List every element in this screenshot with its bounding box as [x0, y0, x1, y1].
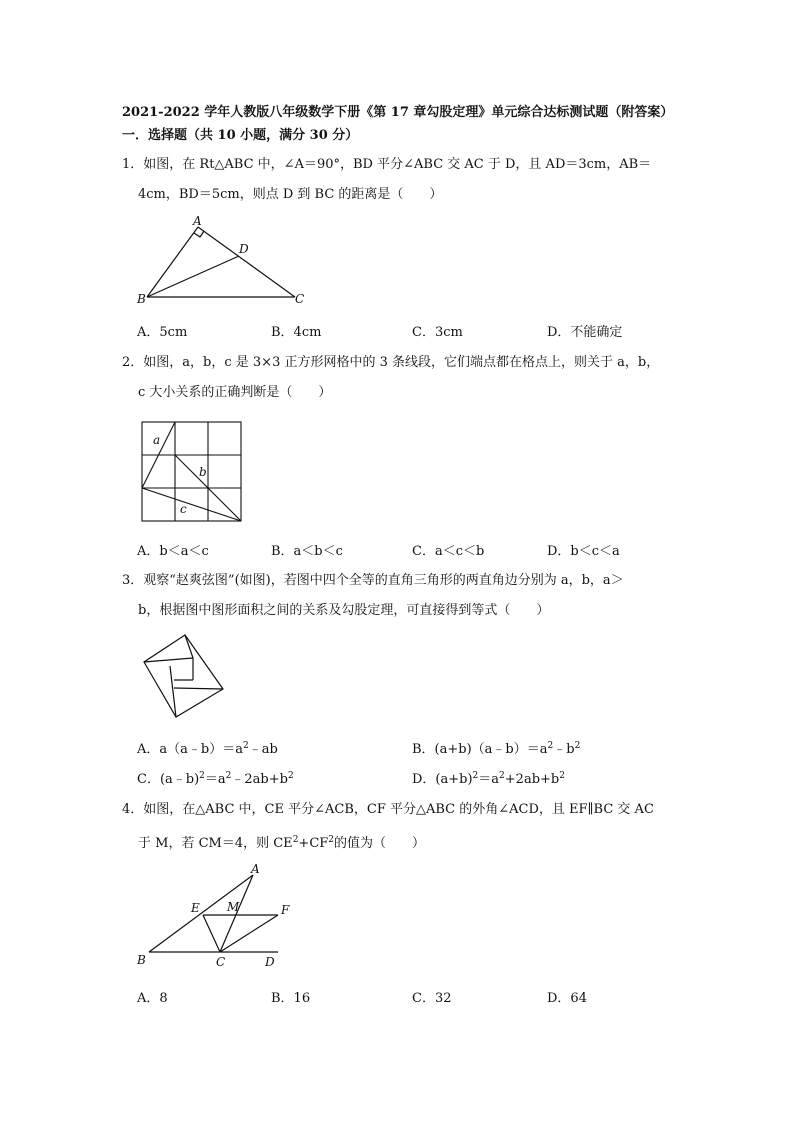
question-3-option-b[interactable]: [412, 738, 580, 757]
right-angle-mark: [194, 231, 204, 237]
question-2-figure: [140, 420, 246, 524]
question-4-text-part: +CF: [298, 836, 329, 851]
question-3-figure: [140, 632, 226, 720]
question-3-option-c[interactable]: [137, 768, 294, 787]
option-c-exponent: 2: [199, 771, 205, 781]
option-c-text-end: ﹣2ab+b: [231, 772, 288, 787]
option-d-text: D．(a+b): [412, 772, 473, 787]
label-b: B: [137, 953, 146, 967]
option-b-exponent: 2: [547, 741, 554, 751]
question-1-stem: [122, 150, 682, 210]
option-b-exponent-2: 2: [574, 741, 581, 751]
question-1-option-a[interactable]: A．5cm: [137, 325, 188, 340]
question-4-text-line2: [122, 825, 682, 859]
question-4-option-a[interactable]: A．8: [137, 991, 168, 1006]
question-2-option-b[interactable]: B．a＜b＜c: [271, 544, 343, 559]
question-1-number: 1．: [122, 157, 144, 172]
question-4-text-part: 于 M，若 CM＝4，则 CE: [138, 836, 293, 851]
question-4-number: 4．: [122, 802, 144, 817]
question-4-text-part: 的值为（ ）: [334, 836, 426, 851]
label-c: C: [216, 955, 226, 969]
option-c-text-mid: ＝a: [204, 772, 226, 787]
document-title: 2021-2022 学年人教版八年级数学下册《第 17 章勾股定理》单元综合达标测试题（附答案）: [122, 105, 674, 120]
question-2-text-line2: c 大小关系的正确判断是（ ）: [138, 385, 332, 400]
option-d-exponent-3: 2: [559, 771, 565, 781]
option-a-exponent: 2: [242, 741, 249, 751]
question-2-text-line1: 如图，a，b，c 是 3×3 正方形网格中的 3 条线段，它们端点都在格点上，则关于 a，b，: [143, 355, 660, 370]
label-d: D: [239, 242, 249, 256]
question-3-option-d[interactable]: [412, 768, 565, 787]
question-3-text-line1: 观察“赵爽弦图”(如图)，若图中四个全等的直角三角形的两直角边分别为 a，b，a＞: [143, 573, 624, 588]
label-b: B: [137, 292, 146, 306]
question-3-text-line2: b，根据图中图形面积之间的关系及勾股定理，可直接得到等式（ ）: [138, 603, 550, 618]
segment-c: [142, 488, 241, 521]
label-f: F: [281, 903, 290, 917]
section-title: 一．选择题（共 10 小题，满分 30 分）: [122, 128, 359, 143]
triangle-edge: [144, 658, 193, 662]
question-4-stem: [122, 795, 682, 859]
question-2-option-a[interactable]: A．b＜a＜c: [137, 544, 209, 559]
segment-bd: [147, 256, 239, 297]
question-1-option-b[interactable]: B．4cm: [271, 325, 322, 340]
question-1-text-line2: 4cm，BD＝5cm，则点 D 到 BC 的距离是（ ）: [138, 187, 443, 202]
question-1-figure: [135, 215, 315, 310]
question-4-text-line1: 如图，在△ABC 中，CE 平分∠ACB，CF 平分△ABC 的外角∠ACD，且 EF∥BC 交 AC: [143, 802, 654, 817]
question-4-figure: [133, 860, 303, 972]
option-d-exponent: 2: [472, 771, 479, 781]
question-2-option-c[interactable]: C．a＜c＜b: [412, 544, 485, 559]
question-4-exponent-1: 2: [292, 835, 299, 845]
option-d-text-mid: ＝a: [478, 772, 500, 787]
option-c-exponent-2: 2: [225, 771, 232, 781]
question-4-exponent-2: 2: [328, 835, 335, 845]
option-d-text-end: +2ab+b: [504, 772, 560, 787]
label-m: M: [227, 900, 240, 914]
label-c: C: [295, 292, 305, 306]
question-4-option-d[interactable]: D．64: [547, 991, 587, 1006]
option-b-text-mid: ﹣b: [553, 742, 575, 757]
label-d: D: [265, 955, 275, 969]
question-3-number: 3．: [122, 573, 144, 588]
option-a-text: A．a（a﹣b）＝a: [137, 742, 243, 757]
outer-square: [144, 635, 223, 717]
label-a: a: [153, 433, 161, 447]
option-b-text: B．(a+b)（a﹣b）＝a: [412, 742, 548, 757]
question-3-stem: [122, 566, 682, 626]
triangle-edge: [174, 688, 223, 689]
question-1-option-d[interactable]: D．不能确定: [547, 325, 623, 340]
option-a-text-end: ﹣ab: [248, 742, 278, 757]
segment-ec: [203, 915, 220, 952]
question-1-text-line1: 如图，在 Rt△ABC 中，∠A＝90°，BD 平分∠ABC 交 AC 于 D，且 AD＝3cm，AB＝: [143, 157, 652, 172]
label-a: A: [193, 215, 202, 228]
question-4-option-c[interactable]: C．32: [412, 991, 452, 1006]
label-e: E: [191, 901, 200, 915]
question-2-stem: [122, 348, 682, 408]
triangle-edge: [185, 635, 193, 658]
label-b: b: [199, 465, 207, 479]
segment-cf: [220, 915, 278, 952]
label-c: c: [180, 502, 187, 516]
label-a: A: [251, 862, 260, 876]
question-3-option-a[interactable]: [137, 738, 278, 757]
segment-ab: [147, 227, 198, 297]
question-1-option-c[interactable]: C．3cm: [412, 325, 463, 340]
option-d-exponent-2: 2: [499, 771, 505, 781]
question-2-number: 2．: [122, 355, 144, 370]
question-4-option-b[interactable]: B．16: [271, 991, 311, 1006]
segment-ac: [198, 227, 295, 297]
option-c-exponent-3: 2: [287, 771, 294, 781]
question-2-option-d[interactable]: D．b＜c＜a: [547, 544, 620, 559]
option-c-text: C．(a﹣b): [137, 772, 200, 787]
